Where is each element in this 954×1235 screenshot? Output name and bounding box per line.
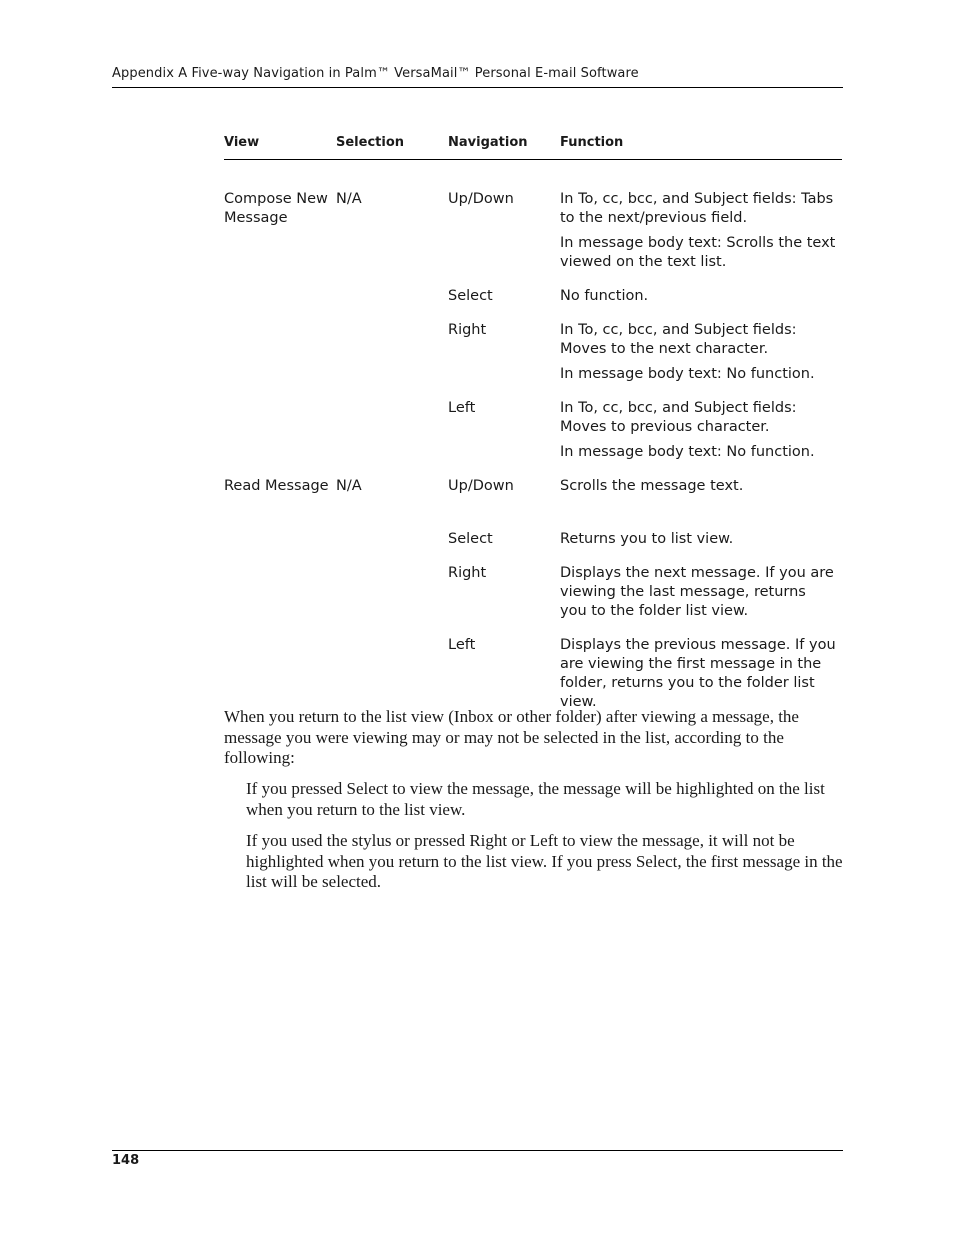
page-number: 148	[112, 1153, 140, 1168]
column-header-selection: Selection	[336, 135, 405, 150]
cell-function	[560, 564, 842, 627]
function-text: Displays the next message. If you are viewing the last message, returns you to the folder list view.	[560, 565, 834, 619]
bullet-paragraph: If you used the stylus or pressed Right or Left to view the message, it will not be highlighted when you return to the list view. If you press Select, the first message in the list will be selected.	[246, 831, 843, 891]
cell-navigation: Right	[448, 565, 487, 581]
cell-view	[224, 530, 336, 555]
cell-selection: N/A	[336, 478, 362, 494]
cell-view	[224, 399, 336, 468]
column-header-navigation: Navigation	[448, 135, 528, 150]
function-text: In To, cc, bcc, and Subject fields: Moves to previous character.	[560, 400, 797, 435]
cell-selection	[336, 530, 448, 555]
cell-function	[560, 399, 842, 468]
cell-navigation: Left	[448, 637, 476, 653]
cell-selection	[336, 399, 448, 468]
table-row	[224, 399, 842, 468]
cell-selection: N/A	[336, 191, 362, 207]
table-row	[224, 564, 842, 627]
navigation-table	[224, 135, 842, 710]
cell-view	[224, 321, 336, 390]
cell-selection	[336, 564, 448, 627]
function-text: In message body text: No function.	[560, 366, 815, 382]
function-text: Scrolls the message text.	[560, 478, 744, 494]
cell-function	[560, 287, 842, 312]
cell-view: Read Message	[224, 478, 329, 494]
cell-function	[560, 321, 842, 390]
cell-navigation: Left	[448, 400, 476, 416]
table-row	[224, 530, 842, 555]
cell-view	[224, 636, 336, 718]
column-header-function: Function	[560, 135, 624, 150]
table-row	[224, 287, 842, 312]
column-header-view: View	[224, 135, 260, 150]
cell-navigation: Up/Down	[448, 191, 514, 207]
cell-selection	[336, 636, 448, 718]
running-header: Appendix A Five-way Navigation in Palm™ VersaMail™ Personal E-mail Software	[112, 66, 639, 81]
cell-function	[560, 530, 842, 555]
bullet-paragraph: If you pressed Select to view the message, the message will be highlighted on the list when you return to the list view.	[246, 779, 825, 819]
cell-selection	[336, 287, 448, 312]
cell-navigation: Select	[448, 288, 493, 304]
function-text: Displays the previous message. If you are viewing the first message in the folder, returns you to the folder list view.	[560, 637, 836, 710]
cell-view	[224, 564, 336, 627]
cell-selection	[336, 321, 448, 390]
table-row	[224, 636, 842, 718]
table-row	[224, 321, 842, 390]
function-text: In message body text: Scrolls the text viewed on the text list.	[560, 235, 836, 270]
cell-navigation: Up/Down	[448, 478, 514, 494]
function-text: No function.	[560, 288, 649, 304]
footer-rule	[112, 1150, 843, 1151]
function-text: In To, cc, bcc, and Subject fields: Tabs to the next/previous field.	[560, 191, 834, 226]
function-text: In message body text: No function.	[560, 444, 815, 460]
cell-function	[560, 477, 842, 502]
cell-navigation: Right	[448, 322, 487, 338]
cell-function	[560, 190, 842, 278]
cell-view	[224, 287, 336, 312]
table-header-row	[224, 135, 842, 160]
table-row	[224, 477, 842, 502]
cell-function	[560, 636, 842, 718]
function-text: In To, cc, bcc, and Subject fields: Moves to the next character.	[560, 322, 797, 357]
cell-navigation: Select	[448, 531, 493, 547]
function-text: Returns you to list view.	[560, 531, 734, 547]
cell-view: Compose New Message	[224, 191, 328, 226]
header-rule	[112, 87, 843, 88]
intro-paragraph: When you return to the list view (Inbox or other folder) after viewing a message, the message you were viewing may or may not be selected in the list, according to the following:	[224, 707, 799, 767]
table-row	[224, 190, 842, 278]
